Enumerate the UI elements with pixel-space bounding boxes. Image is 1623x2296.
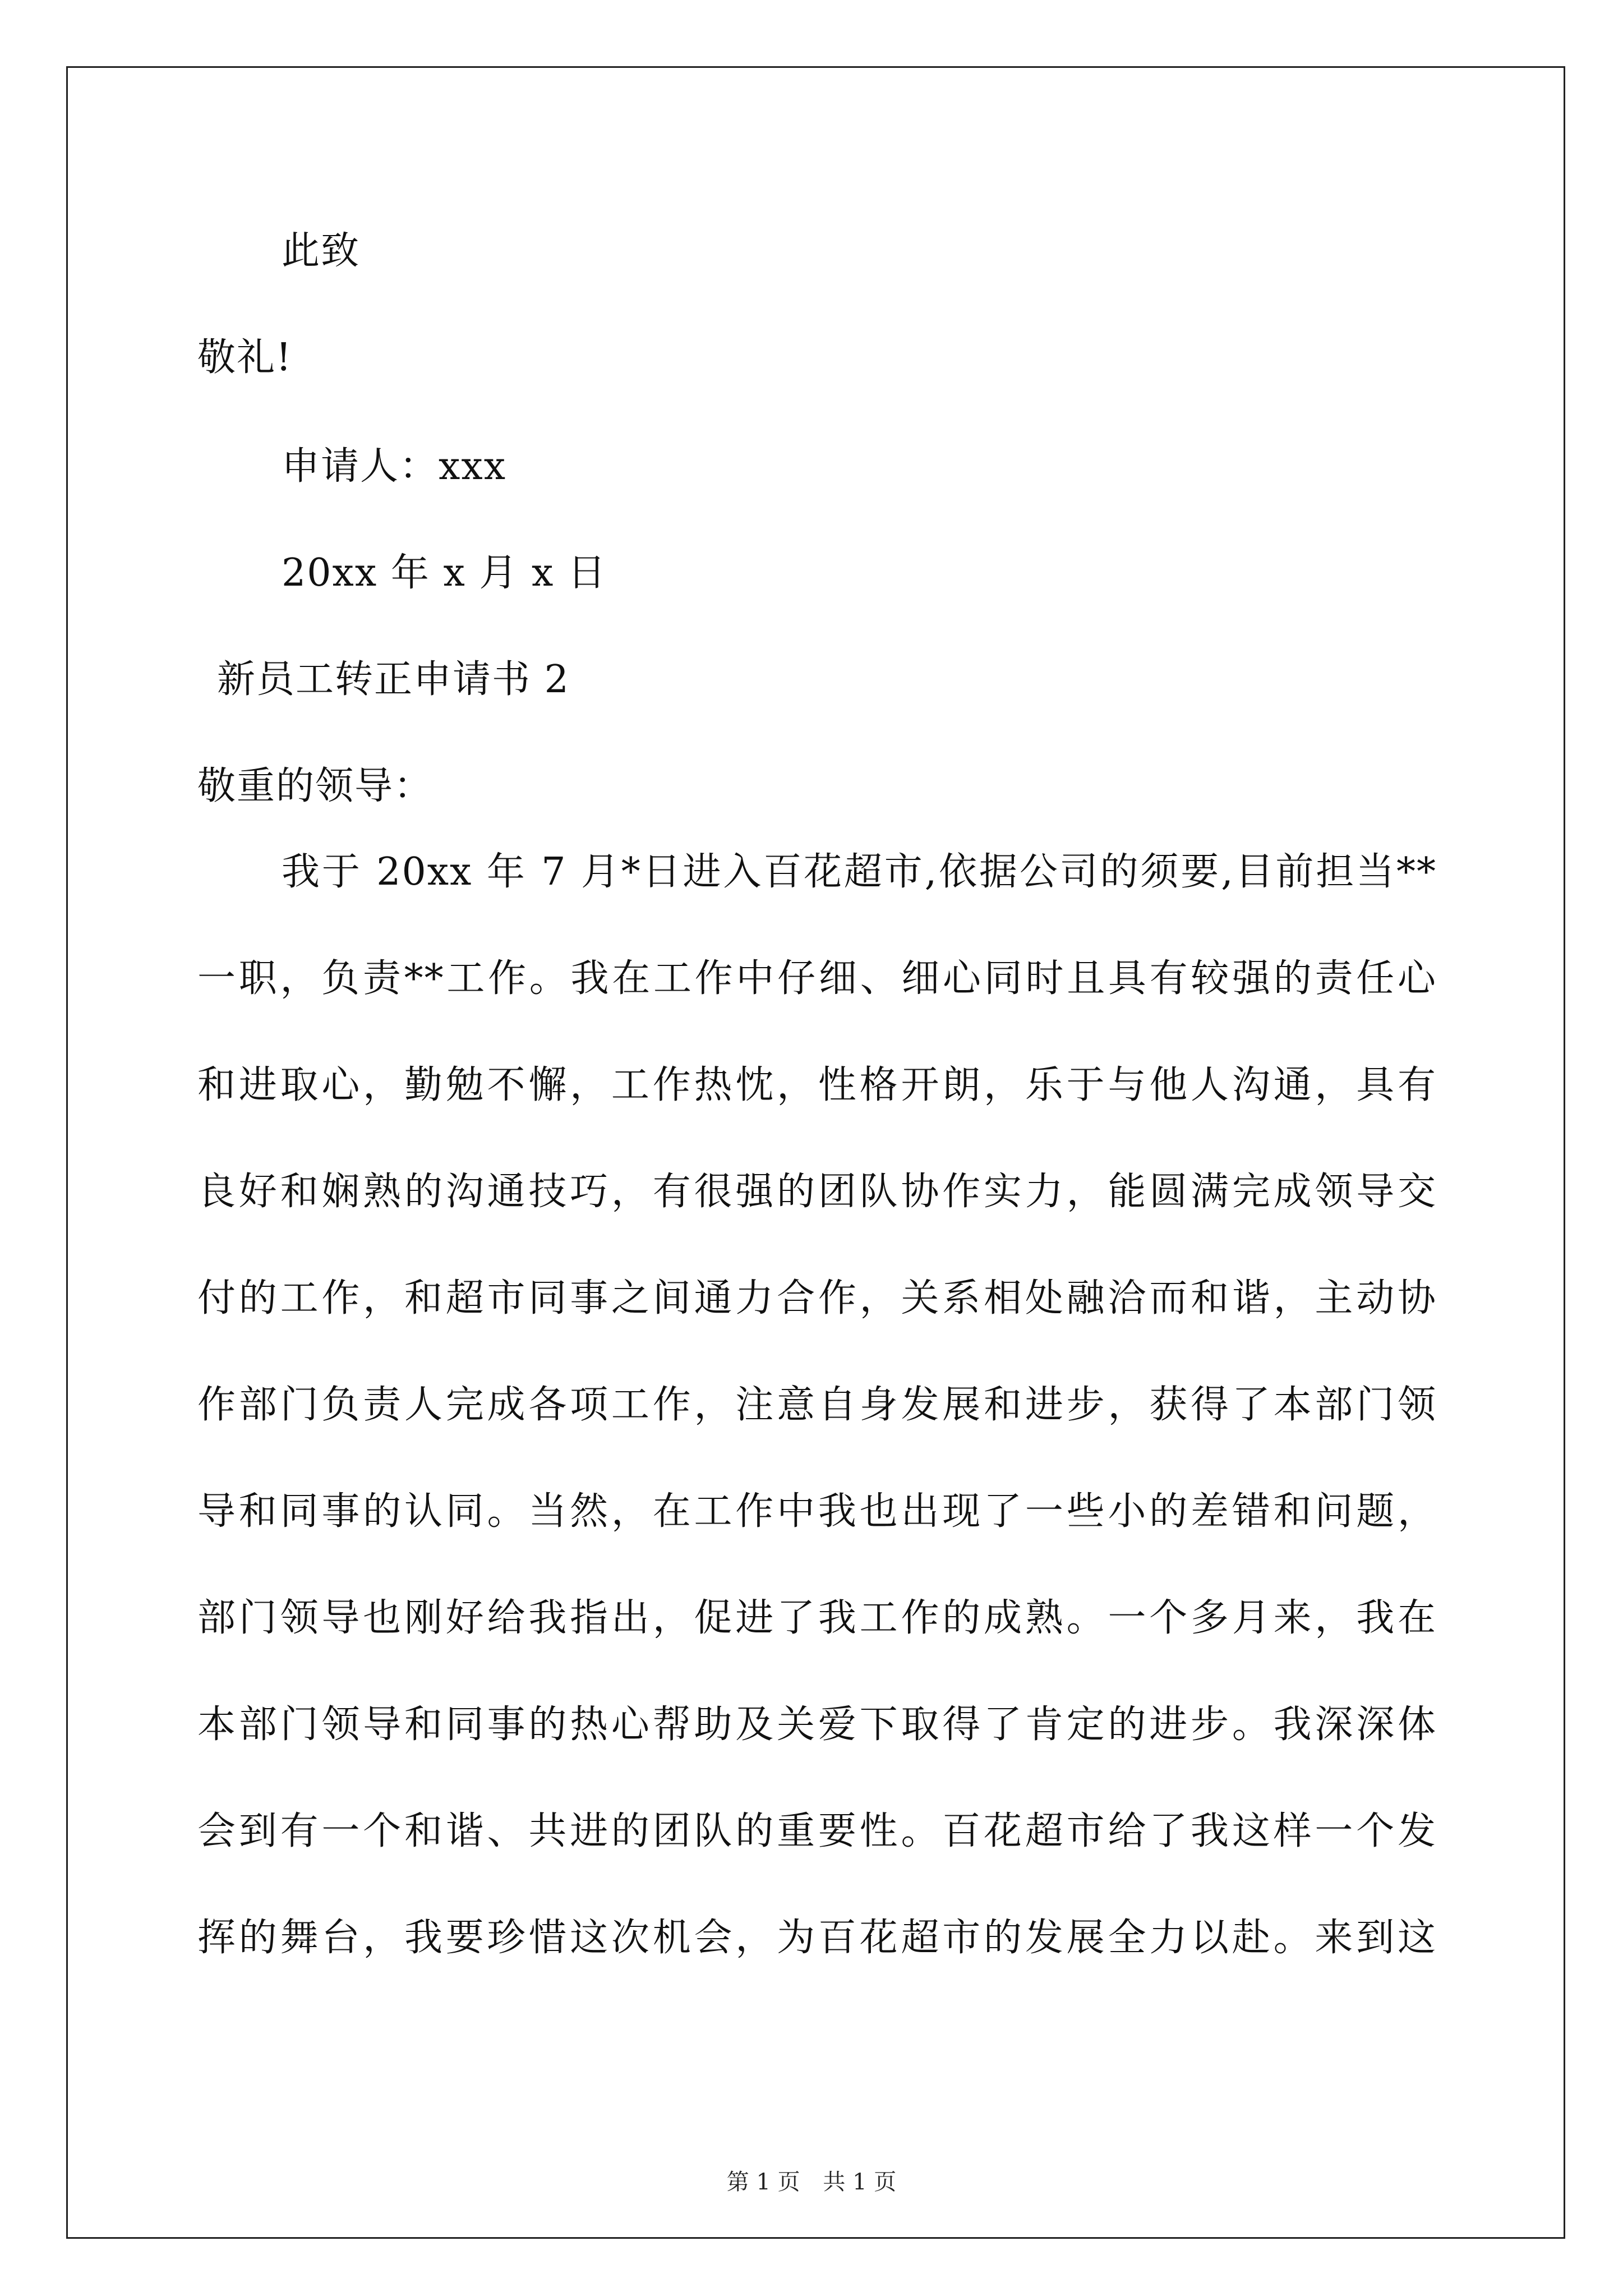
page-total: 共 1 页 <box>823 2169 897 2195</box>
body-line: 作部门负责人完成各项工作，注意自身发展和进步，获得了本部门领 <box>197 1383 1437 1427</box>
body-line: 一职，负责**工作。我在工作中仔细、细心同时且具有较强的责任心 <box>197 956 1437 1001</box>
body-line: 和进取心，勤勉不懈，工作热忱，性格开朗，乐于与他人沟通，具有 <box>197 1063 1437 1107</box>
body-line: 付的工作，和超市同事之间通力合作，关系相处融洽而和谐，主动协 <box>197 1276 1437 1320</box>
body-line: 良好和娴熟的沟通技巧，有很强的团队协作实力，能圆满完成领导交 <box>197 1170 1437 1214</box>
signature-date: 20xx 年 x 月 x 日 <box>282 551 607 595</box>
body-line: 导和同事的认同。当然，在工作中我也出现了一些小的差错和问题， <box>197 1489 1437 1534</box>
closing-regards: 敬礼! <box>197 335 293 380</box>
body-line: 我于 20xx 年 7 月*日进入百花超市,依据公司的须要,目前担当** <box>282 850 1437 894</box>
page-number: 第 1 页 <box>726 2169 800 2195</box>
body-line: 部门领导也刚好给我指出，促进了我工作的成熟。一个多月来，我在 <box>197 1596 1437 1640</box>
body-line: 挥的舞台，我要珍惜这次机会，为百花超市的发展全力以赴。来到这 <box>197 1916 1437 1960</box>
closing-salutation: 此致 <box>282 229 361 273</box>
letter-greeting: 敬重的领导： <box>197 764 434 808</box>
applicant-signature: 申请人：xxx <box>282 444 507 489</box>
section-title: 新员工转正申请书 2 <box>217 657 570 702</box>
body-line: 本部门领导和同事的热心帮助及关爱下取得了肯定的进步。我深深体 <box>197 1703 1437 1747</box>
body-line: 会到有一个和谐、共进的团队的重要性。百花超市给了我这样一个发 <box>197 1809 1437 1853</box>
page-footer <box>0 2165 1623 2199</box>
